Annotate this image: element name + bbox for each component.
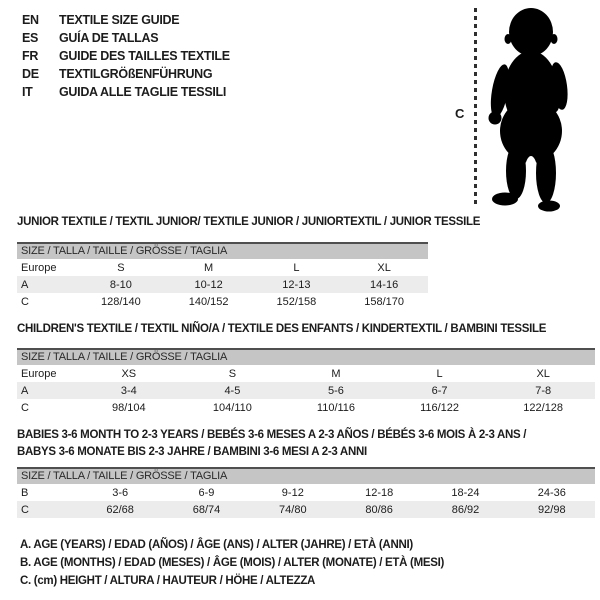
size-cell: XL: [536, 367, 550, 380]
height-dashed-line: [474, 8, 477, 208]
size-cell: 80/86: [365, 503, 393, 516]
size-cell: 6-9: [198, 486, 215, 499]
row-label: A: [21, 278, 29, 291]
language-code: ES: [22, 31, 39, 45]
size-cell: 122/128: [523, 401, 564, 414]
language-row: [22, 11, 230, 29]
size-table-header: SIZE / TALLA / TAILLE / GRÖSSE / TAGLIA: [17, 242, 428, 259]
size-cell: 140/152: [188, 295, 229, 308]
size-cell: XS: [121, 367, 137, 380]
row-label: C: [21, 401, 29, 414]
language-row: [22, 29, 230, 47]
size-cell: M: [331, 367, 341, 380]
language-row: [22, 65, 230, 83]
table-title-line: JUNIOR TEXTILE / TEXTIL JUNIOR/ TEXTILE JUNIOR / JUNIORTEXTIL / JUNIOR TESSILE: [17, 216, 481, 228]
size-cell: 18-24: [451, 486, 480, 499]
size-cell: 68/74: [192, 503, 221, 516]
table-title-line: BABIES 3-6 MONTH TO 2-3 YEARS / BEBÉS 3-6 MESES A 2-3 AÑOS / BÉBÉS 3-6 MOIS À 2-3 ANS /: [17, 429, 527, 441]
table-row: [17, 259, 428, 276]
row-label: C: [21, 503, 29, 516]
baby-silhouette-icon: [483, 6, 579, 212]
size-cell: 104/110: [212, 401, 252, 414]
table-row: [17, 484, 595, 501]
size-cell: M: [204, 261, 214, 274]
language-title: TEXTILE SIZE GUIDE: [59, 13, 180, 27]
row-label: Europe: [21, 367, 57, 380]
babies-size-table: [17, 467, 595, 518]
language-list: [22, 11, 230, 101]
language-title: GUÍA DE TALLAS: [59, 31, 159, 45]
language-row: [22, 47, 230, 65]
size-cell: 6-7: [431, 384, 448, 397]
size-cell: S: [117, 261, 125, 274]
row-label: C: [21, 295, 29, 308]
junior-table-title: [17, 214, 480, 231]
language-title: GUIDE DES TAILLES TEXTILE: [59, 49, 230, 63]
size-cell: 110/116: [316, 401, 356, 414]
size-cell: 92/98: [538, 503, 566, 516]
size-cell: 12-13: [282, 278, 311, 291]
measure-legend: [20, 536, 444, 590]
size-table-header: SIZE / TALLA / TAILLE / GRÖSSE / TAGLIA: [17, 467, 595, 484]
table-row: [17, 276, 428, 293]
table-row: [17, 382, 595, 399]
legend-line: C. (cm) HEIGHT / ALTURA / HAUTEUR / HÖHE / ALTEZZA: [20, 575, 316, 587]
size-cell: 14-16: [370, 278, 399, 291]
size-cell: 98/104: [111, 401, 146, 414]
legend-line: B. AGE (MONTHS) / EDAD (MESES) / ÂGE (MOIS) / ALTER (MONATE) / ETÀ (MESI): [20, 557, 445, 569]
size-cell: 9-12: [281, 486, 304, 499]
table-title-line: BABYS 3-6 MONATE BIS 2-3 JAHRE / BAMBINI 3-6 MESI A 2-3 ANNI: [17, 446, 367, 458]
language-title: GUIDA ALLE TAGLIE TESSILI: [59, 85, 227, 99]
table-row: [17, 293, 428, 310]
size-cell: 7-8: [535, 384, 552, 397]
language-code: EN: [22, 13, 39, 27]
size-cell: 3-4: [120, 384, 137, 397]
language-code: FR: [22, 49, 39, 63]
children-table-title: [17, 321, 546, 338]
size-cell: 3-6: [112, 486, 129, 499]
table-row: [17, 399, 595, 416]
babies-table-title: [17, 427, 526, 461]
size-cell: S: [228, 367, 237, 380]
size-cell: 10-12: [194, 278, 223, 291]
size-cell: 74/80: [279, 503, 307, 516]
size-cell: 158/170: [364, 295, 404, 308]
size-cell: 8-10: [109, 278, 132, 291]
size-cell: 86/92: [451, 503, 480, 516]
size-cell: 4-5: [224, 384, 241, 397]
table-row: [17, 365, 595, 382]
size-cell: 128/140: [100, 295, 141, 308]
size-cell: 116/122: [420, 401, 460, 414]
junior-size-table: [17, 242, 428, 310]
table-title-line: CHILDREN'S TEXTILE / TEXTIL NIÑO/A / TEXTILE DES ENFANTS / KINDERTEXTIL / BAMBINI TESSILE: [17, 323, 547, 335]
language-row: [22, 83, 230, 101]
row-label: Europe: [21, 261, 57, 274]
language-code: DE: [22, 67, 39, 81]
size-cell: 24-36: [537, 486, 566, 499]
size-cell: L: [293, 261, 300, 274]
height-measure-label: C: [455, 106, 465, 121]
language-code: IT: [22, 85, 33, 99]
size-cell: 5-6: [328, 384, 344, 397]
row-label: A: [21, 384, 29, 397]
children-size-table: [17, 348, 595, 416]
language-title: TEXTILGRÖßENFÜHRUNG: [59, 67, 213, 81]
size-cell: 152/158: [276, 295, 317, 308]
size-cell: XL: [377, 261, 391, 274]
size-cell: L: [436, 367, 443, 380]
size-cell: 62/68: [106, 503, 134, 516]
table-row: [17, 501, 595, 518]
size-table-header: SIZE / TALLA / TAILLE / GRÖSSE / TAGLIA: [17, 348, 595, 365]
legend-line: A. AGE (YEARS) / EDAD (AÑOS) / ÂGE (ANS) / ALTER (JAHRE) / ETÀ (ANNI): [20, 539, 413, 551]
size-cell: 12-18: [365, 486, 394, 499]
row-label: B: [21, 486, 29, 499]
